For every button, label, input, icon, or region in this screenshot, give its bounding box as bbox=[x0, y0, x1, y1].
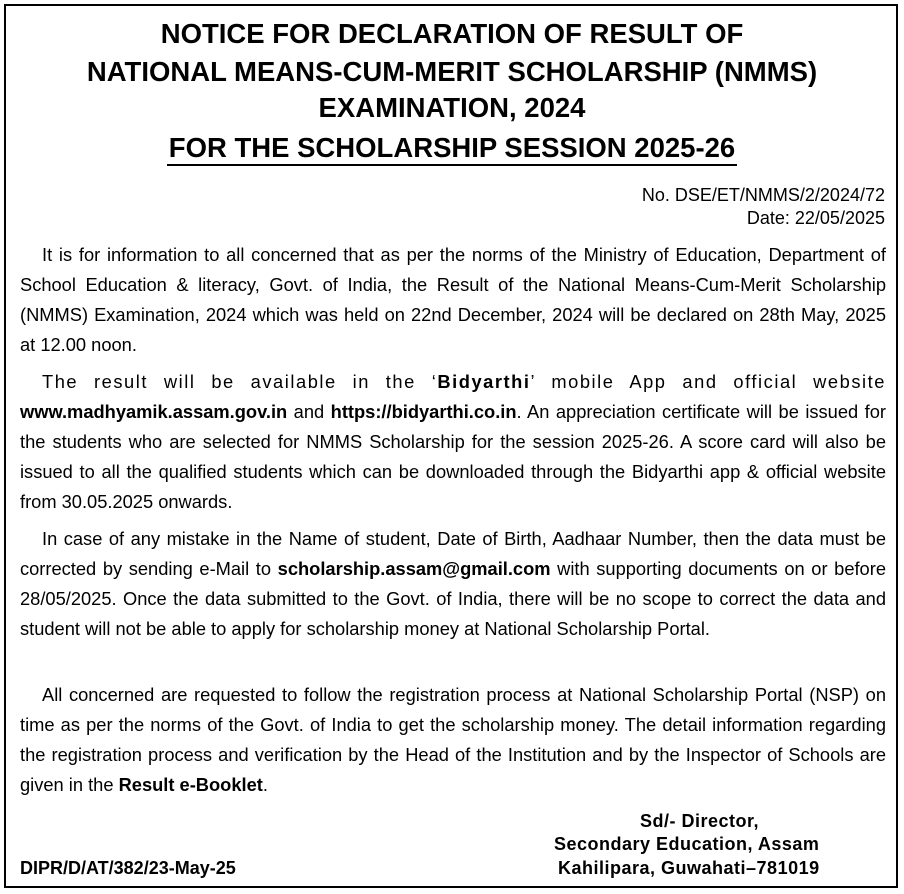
para3-text-a: In case of any mistake in the Name of student, Date of Birth, Aadhaar Number, then the data must be corrected by sending e-Mail to bbox=[20, 528, 886, 579]
email-link[interactable]: scholarship.assam@gmail.com bbox=[277, 558, 551, 579]
title-line-4 bbox=[0, 132, 904, 164]
title-line-1: NOTICE FOR DECLARATION OF RESULT OF bbox=[160, 18, 744, 49]
reference-number: No. DSE/ET/NMMS/2/2024/72 bbox=[641, 185, 885, 205]
para2-text-a: The result will be available in the ‘ bbox=[42, 371, 438, 392]
paragraph-3 bbox=[20, 524, 886, 644]
paragraph-4 bbox=[20, 680, 886, 800]
para2-text-d: . An appreciation certificate will be issued for the students who are selected for NMMS Scholarship for the session 2025-26. A score card will also be issued to all the qualified students which can be downloaded through the Bidyarthi app & official website from 30.05.2025 onwards. bbox=[20, 401, 886, 512]
title-line-3: EXAMINATION, 2024 bbox=[318, 92, 586, 123]
notice-date: Date: 22/05/2025 bbox=[746, 208, 885, 228]
para2-text-b: ’ mobile App and official website bbox=[530, 371, 886, 392]
paragraph-2 bbox=[20, 367, 886, 517]
para4-text-b: . bbox=[262, 774, 268, 795]
website-link-bidyarthi[interactable]: https://bidyarthi.co.in bbox=[330, 401, 517, 422]
dipr-code: DIPR/D/AT/382/23-May-25 bbox=[20, 858, 236, 878]
title-line-2: NATIONAL MEANS-CUM-MERIT SCHOLARSHIP (NMMS) bbox=[86, 56, 818, 87]
para2-text-c: and bbox=[287, 401, 331, 422]
website-link-madhyamik[interactable]: www.madhyamik.assam.gov.in bbox=[20, 401, 288, 422]
para3-text-b: with supporting documents on or before 28/05/2025. Once the data submitted to the Govt. of India, there will be no scope to correct the data and student will not be able to apply for scholarship money at National Scholarship Portal. bbox=[20, 558, 886, 639]
para1-text: It is for information to all concerned that as per the norms of the Ministry of Education, Department of School Education & literacy, Govt. of India, the Result of the National Means-Cum-Merit Scholarship (NMMS) Examination, 2024 which was held on 22nd December, 2024 will be declared on 28th May, 2025 at 12.00 noon. bbox=[20, 244, 886, 355]
bidyarthi-app-name: Bidyarthi bbox=[437, 371, 531, 392]
para4-text-a: All concerned are requested to follow the registration process at National Scholarship Portal (NSP) on time as per the norms of the Govt. of India to get the scholarship money. The detail information regarding the registration process and verification by the Head of the Institution and by the Inspector of Schools are given in the bbox=[20, 684, 886, 795]
signature-line-3: Kahilipara, Guwahati–781019 bbox=[558, 858, 820, 878]
paragraph-1 bbox=[20, 240, 886, 360]
signature-line-2: Secondary Education, Assam bbox=[554, 834, 820, 854]
signature-line-1: Sd/- Director, bbox=[640, 811, 760, 831]
result-booklet-label: Result e-Booklet bbox=[118, 774, 263, 795]
session-heading: FOR THE SCHOLARSHIP SESSION 2025-26 bbox=[167, 132, 737, 166]
